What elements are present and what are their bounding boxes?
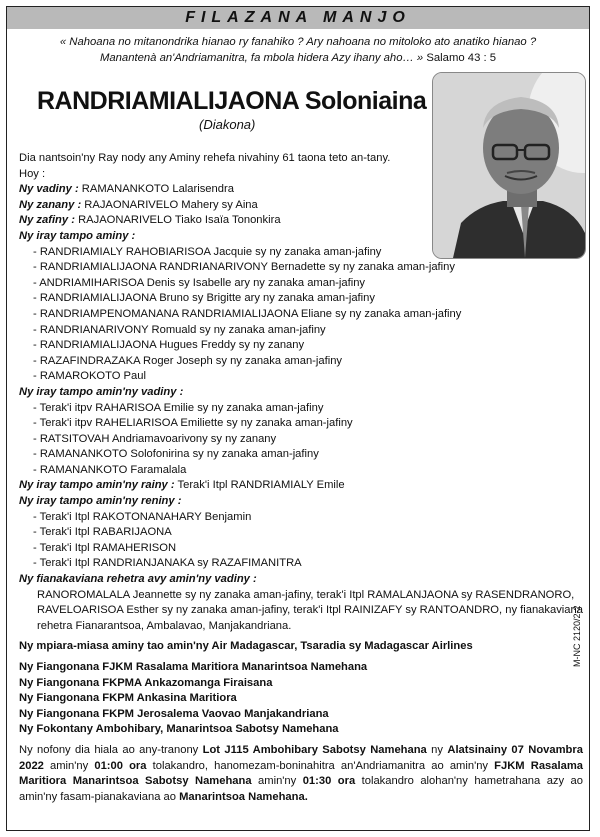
- list-item: - RAMANANKOTO Solofonirina sy ny zanaka aman-jafiny: [33, 448, 319, 461]
- iray-tampo-vadiny-heading: Ny iray tampo amin'ny vadiny :: [19, 385, 184, 398]
- zanany-line: Ny zanany : RAJAONARIVELO Mahery sy Aina: [19, 198, 258, 211]
- list-item: - RANDRIAMIALIJAONA Hugues Freddy sy ny zanany: [33, 339, 305, 352]
- fianakaviana-text: RANOROMALALA Jeannette sy ny zanaka aman-jafiny, terak'i Itpl RAMALANJAONA sy RASENDRANORO, RAVELOARISOA Esther sy ny zanaka aman-jafiny, terak'i Itpl RAINIZAFY sy RANTOANDRO, ny fianakaviana rehetra Fianarantsoa, Ambalavao, Manjakandriana.: [37, 588, 583, 632]
- fiangonana-line: Ny Fiangonana FKPM Jerosalema Vaovao Manjakandriana: [19, 707, 329, 720]
- list-item: - RANDRIAMPENOMANANA RANDRIAMIALIJAONA Eliane sy ny zanaka aman-jafiny: [33, 307, 462, 320]
- quote-line-1: « Nahoana no mitanondrika hianao ry fanahiko ? Ary nahoana no mitoloko ato anatiko hianao ?: [59, 36, 537, 48]
- list-item: - Terak'i Itpl RABARIJAONA: [33, 526, 172, 539]
- iray-tampo-reniny-heading: Ny iray tampo amin'ny reniny :: [19, 495, 182, 508]
- fianakaviana-heading: Ny fianakaviana rehetra avy amin'ny vadiny :: [19, 573, 257, 586]
- list-item: - RANDRIANARIVONY Romuald sy ny zanaka aman-jafiny: [33, 323, 326, 336]
- deceased-name: RANDRIAMIALIJAONA Soloniaina: [37, 87, 427, 115]
- iray-tampo-rainy-line: Ny iray tampo amin'ny rainy : Terak'i Itpl RANDRIAMIALY Emile: [19, 479, 345, 492]
- intro-text: Dia nantsoin'ny Ray nody any Aminy rehefa nivahiny 61 taona teto an-tany.: [19, 152, 391, 164]
- list-item: - RAMANANKOTO Faramalala: [33, 463, 187, 476]
- hoy-label: Hoy :: [19, 167, 46, 180]
- notice-header: FILAZANA MANJO: [7, 7, 589, 29]
- reference-code: M-NC 2120/2-2: [572, 605, 582, 667]
- list-item: - Terak'i itpv RAHARISOA Emilie sy ny zanaka aman-jafiny: [33, 401, 324, 414]
- fiangonana-line: Ny Fokontany Ambohibary, Manarintsoa Sabotsy Namehana: [19, 723, 339, 736]
- fiangonana-line: Ny Fiangonana FKPM Ankasina Maritiora: [19, 692, 237, 705]
- quote-reference: Salamo 43 : 5: [426, 52, 497, 64]
- list-item: - RAZAFINDRAZAKA Roger Joseph sy ny zanaka aman-jafiny: [33, 354, 343, 367]
- closing-paragraph: Ny nofony dia hiala ao any-tranony Lot J115 Ambohibary Sabotsy Namehana ny Alatsinainy 07 Novambra 2022 amin'ny 01:00 ora tolakandro, hanomezam-boninahitra an'Andriamanitra ao amin'ny FJKM Rasalama Maritiora Manarintsoa Sabotsy Namehana amin'ny 01:30 ora tolakandro alohan'ny hametrahana azy ao amin'ny fasam-pianakaviana ao Manarintsoa Namehana.: [19, 743, 583, 803]
- list-item: - ANDRIAMIHARISOA Denis sy Isabelle ary ny zanaka aman-jafiny: [33, 276, 366, 289]
- list-item: - Terak'i Itpl RANDRIANJANAKA sy RAZAFIMANITRA: [33, 557, 302, 570]
- fiangonana-line: Ny Fiangonana FJKM Rasalama Maritiora Manarintsoa Namehana: [19, 661, 368, 673]
- iray-tampo-heading: Ny iray tampo aminy :: [19, 229, 136, 242]
- notice-frame: [6, 6, 590, 831]
- list-item: - Terak'i Itpl RAKOTONANAHARY Benjamin: [33, 510, 252, 523]
- list-item: - Terak'i Itpl RAMAHERISON: [33, 541, 177, 554]
- list-item: - RANDRIAMIALY RAHOBIARISOA Jacquie sy ny zanaka aman-jafiny: [33, 245, 382, 258]
- mpiara-miasa-line: Ny mpiara-miasa aminy tao amin'ny Air Madagascar, Tsaradia sy Madagascar Airlines: [19, 640, 473, 653]
- vadiny-line: Ny vadiny : RAMANANKOTO Lalarisendra: [19, 183, 234, 196]
- deceased-title: (Diakona): [199, 117, 256, 132]
- zafiny-line: Ny zafiny : RAJAONARIVELO Tiako Isaïa Tononkira: [19, 214, 281, 227]
- list-item: - RANDRIAMIALIJAONA Bruno sy Brigitte ary ny zanaka aman-jafiny: [33, 292, 375, 305]
- list-item: - RATSITOVAH Andriamavoarivony sy ny zanany: [33, 432, 277, 445]
- quote-line-2: Manantenà an'Andriamanitra, fa mbola hidera Azy ihany aho… » Salamo 43 : 5: [99, 52, 497, 64]
- list-item: - RANDRIAMIALIJAONA RANDRIANARIVONY Bernadette sy ny zanaka aman-jafiny: [33, 261, 455, 274]
- notice-body: [19, 151, 589, 805]
- list-item: - RAMAROKOTO Paul: [33, 370, 146, 383]
- fiangonana-line: Ny Fiangonana FKPMA Ankazomanga Firaisana: [19, 676, 273, 689]
- bible-quote: [7, 34, 589, 66]
- list-item: - Terak'i itpv RAHELIARISOA Emiliette sy ny zanaka aman-jafiny: [33, 417, 353, 430]
